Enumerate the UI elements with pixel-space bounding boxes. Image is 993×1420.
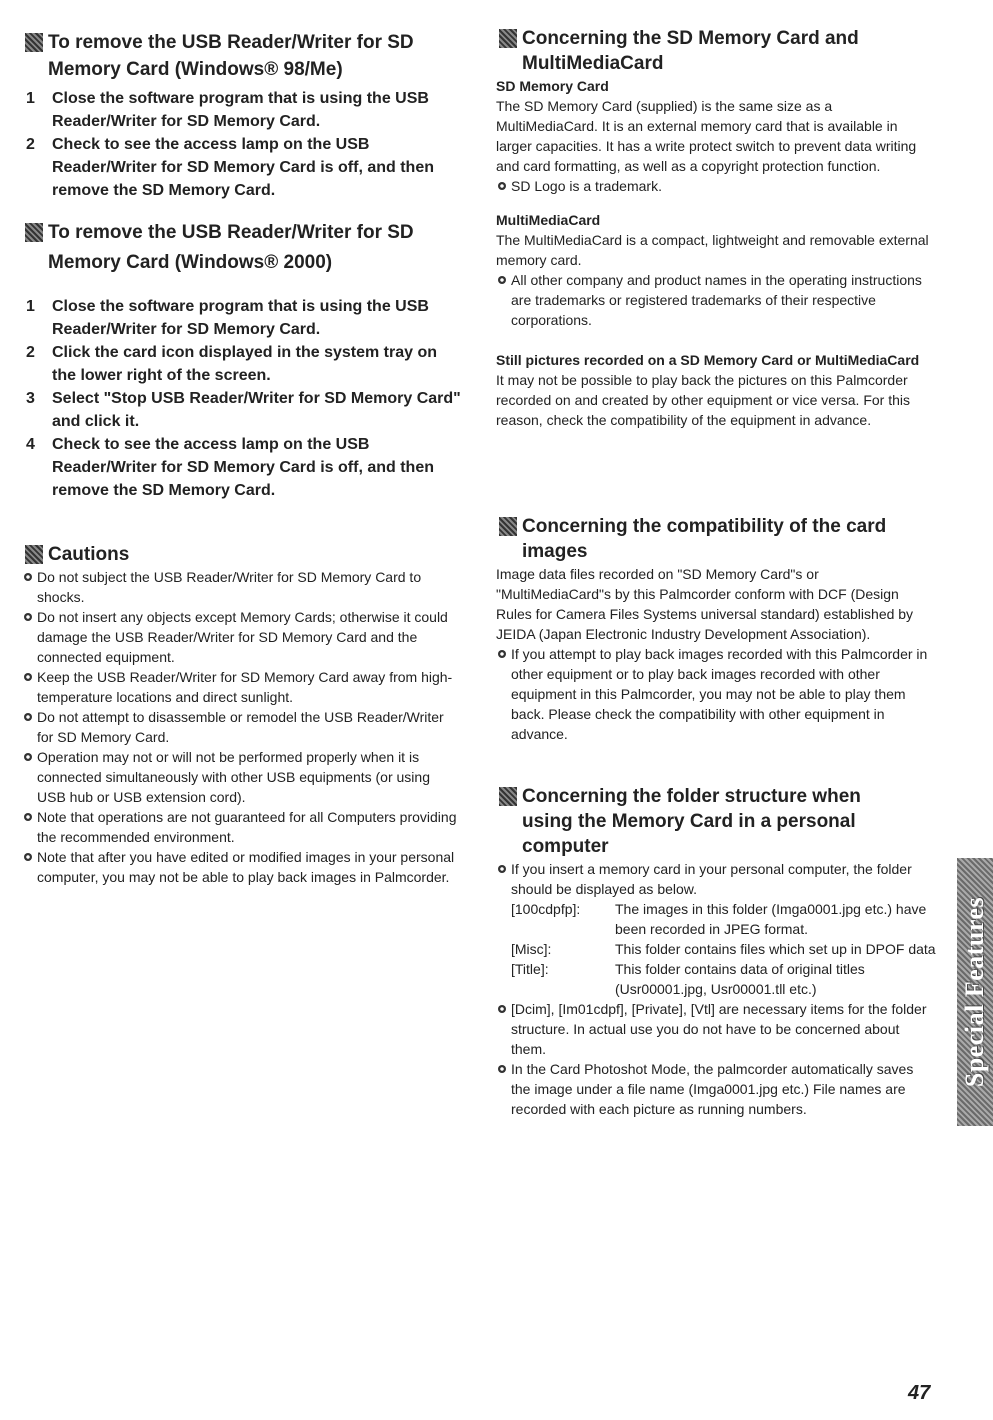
cautions-list bbox=[22, 567, 462, 887]
sd-card-text: The SD Memory Card (supplied) is the same size as a MultiMediaCard. It is an external memory card that is available in larger capacities. It has a write protect switch to prevent data writing and card formatting, as well as a copyright protection function. bbox=[496, 98, 917, 174]
folder-desc: The images in this folder (Imga0001.jpg etc.) have been recorded in JPEG format. bbox=[615, 901, 927, 937]
mmc-text: The MultiMediaCard is a compact, lightweight and removable external memory card. bbox=[496, 232, 929, 268]
list-item: SD Logo is a trademark. bbox=[496, 176, 936, 196]
folder-name: [Misc]: bbox=[511, 941, 552, 957]
section-heading: To remove the USB Reader/Writer for SD Memory Card (Windows® 98/Me) bbox=[22, 30, 462, 85]
section-remove-98me bbox=[22, 30, 462, 202]
folder-row bbox=[511, 939, 936, 959]
list-item: Operation may not or will not be performed properly when it is connected simultaneously with other USB equipments (or using USB hub or USB extension cord). bbox=[22, 747, 462, 807]
list-item: If you insert a memory card in your personal computer, the folder should be displayed as below. bbox=[496, 859, 936, 899]
section-sd-mmc bbox=[496, 26, 936, 430]
step-item: 2 Click the card icon displayed in the system tray on the lower right of the screen. bbox=[26, 344, 438, 384]
sd-bullets bbox=[496, 176, 936, 196]
folder-name: [Title]: bbox=[511, 961, 549, 977]
list-item: If you attempt to play back images recorded with this Palmcorder in other equipment or to play back images recorded with other equipment in this Palmcorder, you may not be able to play them back. Please check the compatibility with other equipment in advance. bbox=[496, 644, 936, 744]
folder-bullets bbox=[496, 999, 936, 1119]
section-heading: Concerning the compatibility of the card images bbox=[496, 514, 936, 564]
sd-card-title: SD Memory Card bbox=[496, 78, 609, 94]
list-item: In the Card Photoshot Mode, the palmcorder automatically saves the image under a file name (Imga0001.jpg etc.) File names are recorded with each picture as running numbers. bbox=[496, 1059, 936, 1119]
section-heading: Concerning the folder structure when using the Memory Card in a personal computer bbox=[496, 784, 936, 859]
folder-name: [100cdpfp]: bbox=[511, 901, 581, 917]
page-number: 47 bbox=[908, 1382, 931, 1404]
steps-list bbox=[22, 295, 462, 502]
heading-marker-icon bbox=[499, 29, 517, 48]
side-tab-label: Special Features bbox=[960, 896, 989, 1088]
list-item: [Dcim], [Im01cdpf], [Private], [Vtl] are necessary items for the folder structure. In actual use you do not have to be concerned about them. bbox=[496, 999, 936, 1059]
heading-marker-icon bbox=[25, 545, 43, 564]
compatibility-text: Image data files recorded on "SD Memory Card"s or "MultiMediaCard"s by this Palmcorder conform with DCF (Design Rules for Camera Files Systems universal standard) established by JEIDA (Japan Electronic Industry Development Association). bbox=[496, 566, 914, 642]
section-heading: Cautions bbox=[22, 542, 462, 567]
section-remove-2000 bbox=[22, 220, 462, 502]
step-item: 4 Check to see the access lamp on the USB Reader/Writer for SD Memory Card is off, and then remove the SD Memory Card. bbox=[26, 436, 434, 499]
mmc-bullets bbox=[496, 270, 936, 330]
folder-desc: This folder contains data of original titles (Usr00001.jpg, Usr00001.tll etc.) bbox=[615, 961, 865, 997]
list-item: Note that after you have edited or modified images in your personal computer, you may not be able to play back images in Palmcorder. bbox=[22, 847, 462, 887]
folder-intro-bullets bbox=[496, 859, 936, 899]
mmc-title: MultiMediaCard bbox=[496, 212, 601, 228]
step-item: 1 Close the software program that is using the USB Reader/Writer for SD Memory Card. bbox=[26, 298, 429, 338]
section-heading: Concerning the SD Memory Card and MultiMediaCard bbox=[496, 26, 936, 76]
compatibility-bullets bbox=[496, 644, 936, 744]
section-cautions bbox=[22, 542, 462, 887]
list-item: Do not attempt to disassemble or remodel the USB Reader/Writer for SD Memory Card. bbox=[22, 707, 462, 747]
section-folder-structure bbox=[496, 784, 936, 1119]
list-item: Do not insert any objects except Memory Cards; otherwise it could damage the USB Reader/Writer for SD Memory Card and the connected equipment. bbox=[22, 607, 462, 667]
step-item: 2 Check to see the access lamp on the USB Reader/Writer for SD Memory Card is off, and then remove the SD Memory Card. bbox=[26, 136, 434, 199]
step-item: 3 Select "Stop USB Reader/Writer for SD Memory Card" and click it. bbox=[26, 390, 461, 430]
still-pictures-title: Still pictures recorded on a SD Memory Card or MultiMediaCard bbox=[496, 352, 920, 368]
list-item: Note that operations are not guaranteed for all Computers providing the recommended environment. bbox=[22, 807, 462, 847]
heading-marker-icon bbox=[25, 223, 43, 242]
list-item: All other company and product names in the operating instructions are trademarks or registered trademarks of their respective corporations. bbox=[496, 270, 936, 330]
side-tab-special-features bbox=[957, 858, 993, 1126]
folder-row bbox=[511, 899, 936, 939]
still-pictures-text: It may not be possible to play back the pictures on this Palmcorder recorded on and created by other equipment or vice versa. For this reason, check the compatibility of the equipment in advance. bbox=[496, 372, 910, 428]
section-heading: To remove the USB Reader/Writer for SD Memory Card (Windows® 2000) bbox=[22, 220, 462, 281]
heading-marker-icon bbox=[499, 517, 517, 536]
section-compatibility bbox=[496, 514, 936, 744]
heading-marker-icon bbox=[25, 33, 43, 52]
list-item: Keep the USB Reader/Writer for SD Memory Card away from high-temperature locations and direct sunlight. bbox=[22, 667, 462, 707]
folder-definitions bbox=[511, 899, 936, 999]
folder-row bbox=[511, 959, 936, 999]
heading-marker-icon bbox=[499, 787, 517, 806]
folder-desc: This folder contains files which set up in DPOF data bbox=[615, 941, 936, 957]
step-item: 1 Close the software program that is using the USB Reader/Writer for SD Memory Card. bbox=[26, 90, 429, 130]
steps-list bbox=[22, 87, 462, 202]
list-item: Do not subject the USB Reader/Writer for SD Memory Card to shocks. bbox=[22, 567, 462, 607]
